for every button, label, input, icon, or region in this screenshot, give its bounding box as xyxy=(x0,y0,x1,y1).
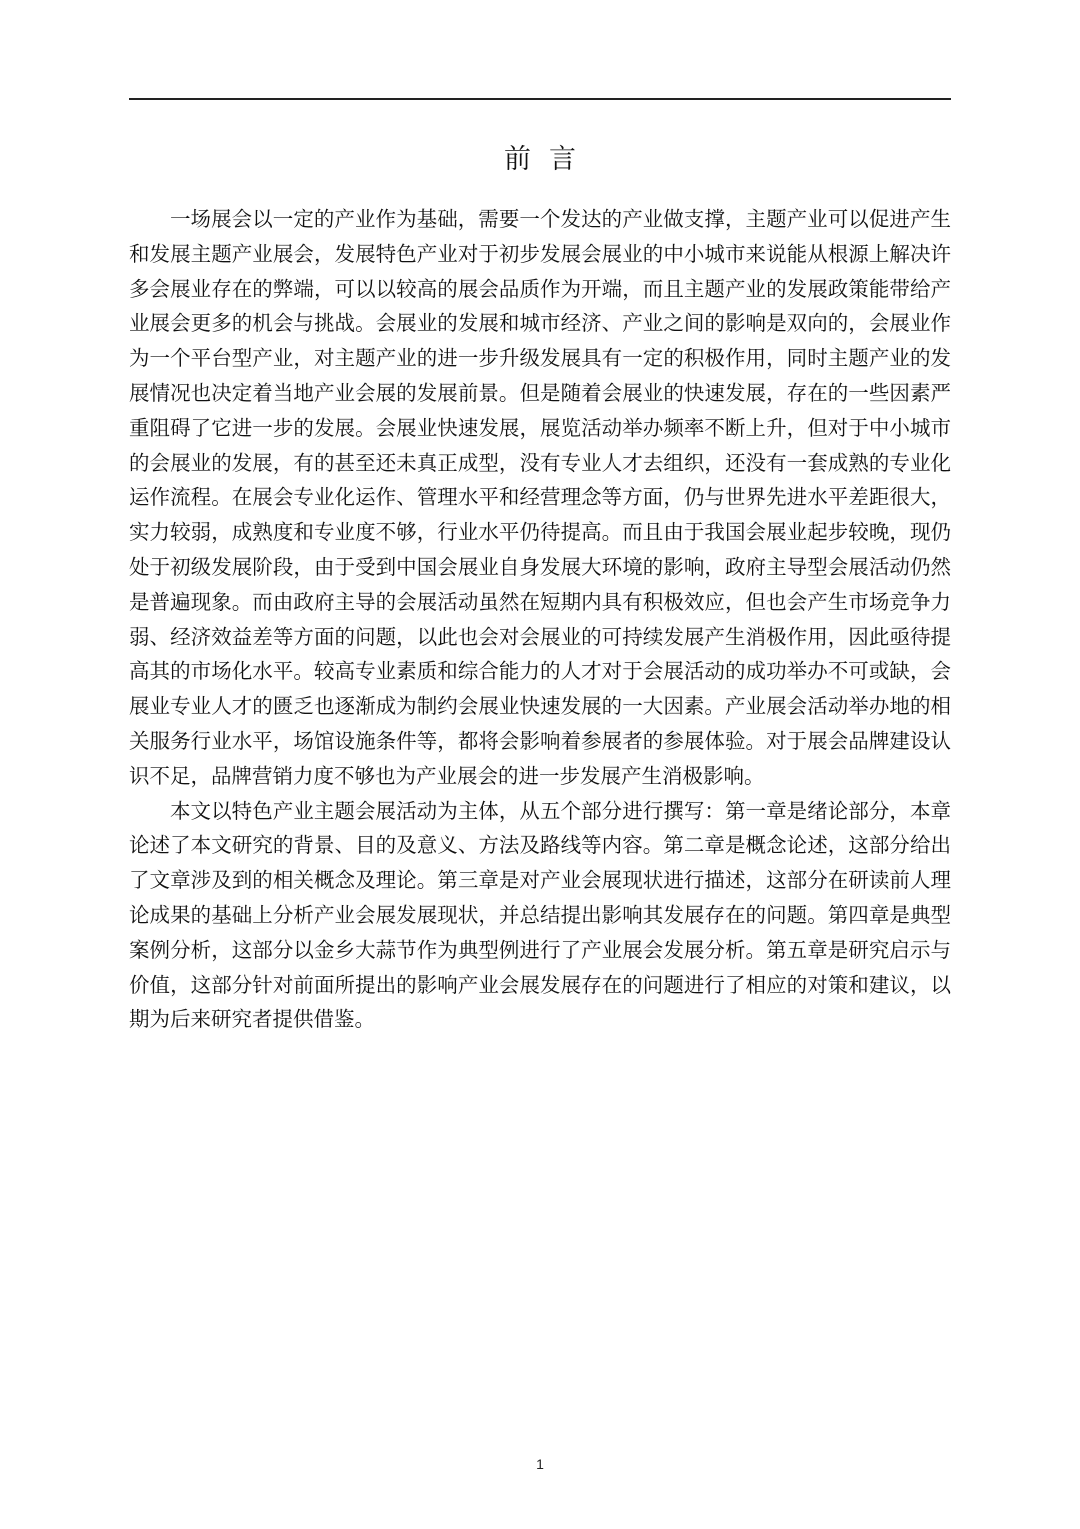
document-body xyxy=(129,202,951,1037)
header-rule xyxy=(129,98,951,100)
page-number: 1 xyxy=(536,1456,544,1472)
body-paragraph-2: 本文以特色产业主题会展活动为主体，从五个部分进行撰写：第一章是绪论部分，本章论述了本文研究的背景、目的及意义、方法及路线等内容。第二章是概念论述，这部分给出了文章涉及到的相关概念及理论。第三章是对产业会展现状进行描述，这部分在研读前人理论成果的基础上分析产业会展发展现状，并总结提出影响其发展存在的问题。第四章是典型案例分析，这部分以金乡大蒜节作为典型例进行了产业展会发展分析。第五章是研究启示与价值，这部分针对前面所提出的影响产业会展发展存在的问题进行了相应的对策和建议，以期为后来研究者提供借鉴。 xyxy=(129,798,951,1032)
body-paragraph-1: 一场展会以一定的产业作为基础，需要一个发达的产业做支撑，主题产业可以促进产生和发展主题产业展会，发展特色产业对于初步发展会展业的中小城市来说能从根源上解决许多会展业存在的弊端，可以以较高的展会品质作为开端，而且主题产业的发展政策能带给产业展会更多的机会与挑战。会展业的发展和城市经济、产业之间的影响是双向的，会展业作为一个平台型产业，对主题产业的进一步升级发展具有一定的积极作用，同时主题产业的发展情况也决定着当地产业会展的发展前景。但是随着会展业的快速发展，存在的一些因素严重阻碍了它进一步的发展。会展业快速发展，展览活动举办频率不断上升，但对于中小城市的会展业的发展，有的甚至还未真正成型，没有专业人才去组织，还没有一套成熟的专业化运作流程。在展会专业化运作、管理水平和经营理念等方面，仍与世界先进水平差距很大，实力较弱，成熟度和专业度不够，行业水平仍待提高。而且由于我国会展业起步较晚，现仍处于初级发展阶段，由于受到中国会展业自身发展大环境的影响，政府主导型会展活动仍然是普遍现象。而由政府主导的会展活动虽然在短期内具有积极效应，但也会产生市场竞争力弱、经济效益差等方面的问题，以此也会对会展业的可持续发展产生消极作用，因此亟待提高其的市场化水平。较高专业素质和综合能力的人才对于会展活动的成功举办不可或缺，会展业专业人才的匮乏也逐渐成为制约会展业快速发展的一大因素。产业展会活动举办地的相关服务行业水平，场馆设施条件等，都将会影响着参展者的参展体验。对于展会品牌建设认识不足，品牌营销力度不够也为产业展会的进一步发展产生消极影响。 xyxy=(129,207,951,788)
page-title: 前言 xyxy=(504,144,594,175)
